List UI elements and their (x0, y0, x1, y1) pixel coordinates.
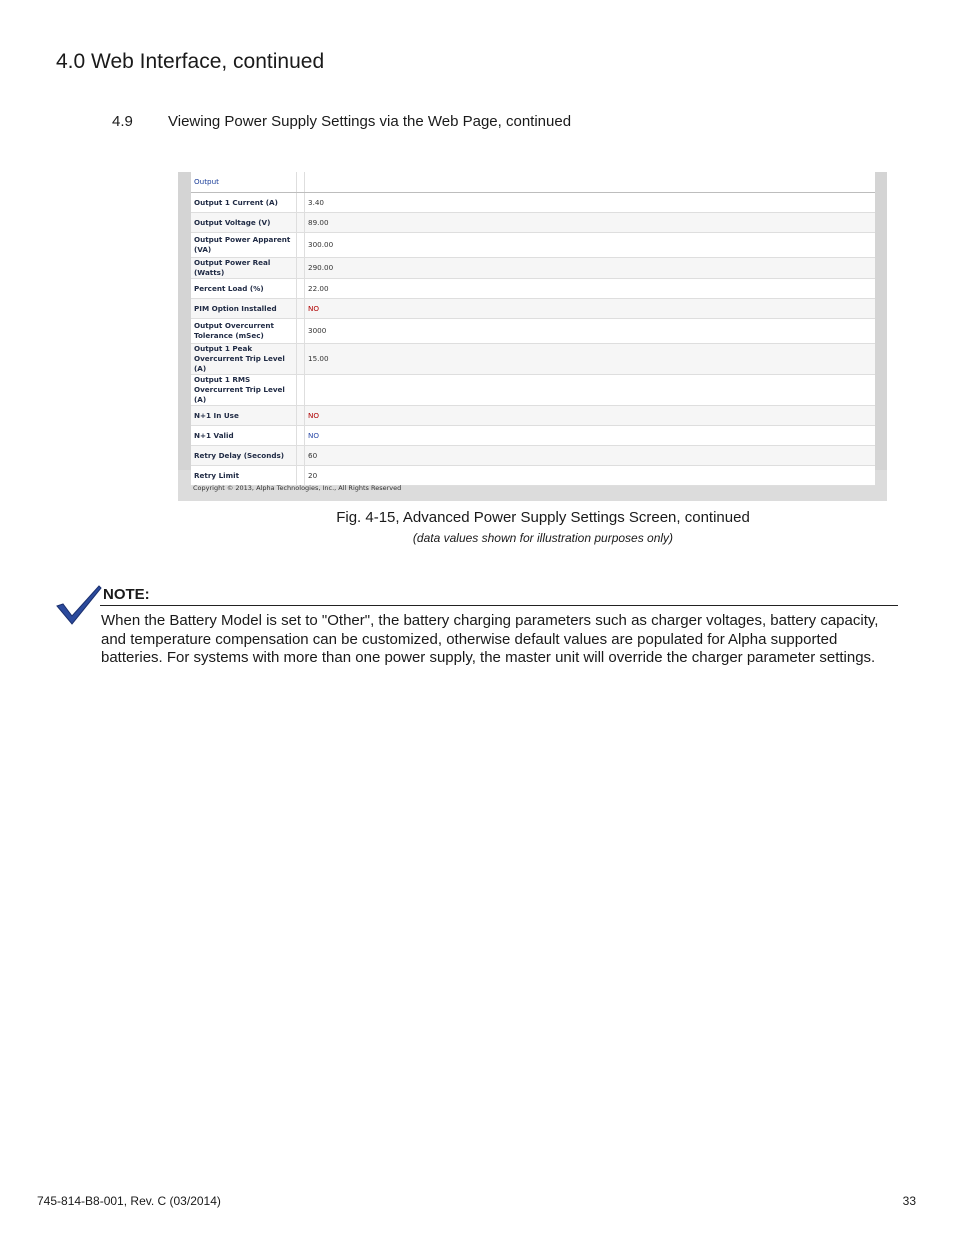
row-value: 22.00 (305, 279, 876, 299)
row-label: Output Voltage (V) (191, 213, 297, 233)
section-number: 4.9 (112, 113, 133, 130)
figure-caption: Fig. 4-15, Advanced Power Supply Settings Screen, continued (336, 509, 750, 526)
settings-table (191, 172, 875, 486)
copyright-text: Copyright © 2013, Alpha Technologies, Inc., All Rights Reserved (193, 484, 402, 492)
row-label: Output 1 Current (A) (191, 193, 297, 213)
table-row (191, 233, 875, 258)
row-label: Output Overcurrent Tolerance (mSec) (191, 319, 297, 344)
row-label: Percent Load (%) (191, 279, 297, 299)
section-title: Viewing Power Supply Settings via the Web Page, continued (168, 113, 572, 130)
table-row (191, 193, 875, 213)
footer-doc-id: 745-814-B8-001, Rev. C (03/2014) (37, 1194, 221, 1208)
row-label: PIM Option Installed (191, 299, 297, 319)
table-header-row (191, 172, 875, 193)
note-divider (100, 605, 898, 606)
row-value: 15.00 (305, 344, 876, 375)
row-label: Retry Limit (191, 466, 297, 486)
row-value: 20 (305, 466, 876, 486)
table-row (191, 319, 875, 344)
table-row (191, 375, 875, 406)
checkmark-icon (55, 584, 103, 626)
row-label: Output Power Apparent (VA) (191, 233, 297, 258)
table-row (191, 258, 875, 279)
row-value: 3000 (305, 319, 876, 344)
page-heading: 4.0 Web Interface, continued (56, 50, 325, 73)
note-text: When the Battery Model is set to "Other", the battery charging parameters such as charger voltages, battery capacity, and temperature compensation can be customized, otherwise default values are populated for Alpha supported batteries. For systems with more than one power supply, the master unit will override the charger parameter settings. (101, 612, 879, 667)
table-row (191, 213, 875, 233)
row-value (305, 375, 876, 406)
row-label: Retry Delay (Seconds) (191, 446, 297, 466)
settings-screenshot (178, 172, 887, 501)
row-label: N+1 Valid (191, 426, 297, 446)
table-row (191, 299, 875, 319)
section-heading (112, 113, 571, 130)
row-label: Output 1 RMS Overcurrent Trip Level (A) (191, 375, 297, 406)
row-value: 300.00 (305, 233, 876, 258)
row-label: Output 1 Peak Overcurrent Trip Level (A) (191, 344, 297, 375)
screenshot-left-border (178, 172, 191, 470)
row-value: 60 (305, 446, 876, 466)
figure-subcaption: (data values shown for illustration purposes only) (412, 531, 674, 545)
table-row (191, 344, 875, 375)
row-value: 3.40 (305, 193, 876, 213)
row-value: 89.00 (305, 213, 876, 233)
note-title: NOTE: (103, 586, 150, 603)
row-value: NO (305, 426, 876, 446)
screenshot-scrollbar (875, 172, 887, 470)
row-value: NO (305, 299, 876, 319)
row-label: N+1 In Use (191, 406, 297, 426)
footer-page-number: 33 (902, 1194, 916, 1208)
row-value: 290.00 (305, 258, 876, 279)
output-section-label: Output (191, 172, 297, 193)
row-value: NO (305, 406, 876, 426)
table-row (191, 426, 875, 446)
row-label: Output Power Real (Watts) (191, 258, 297, 279)
table-row (191, 406, 875, 426)
table-row (191, 446, 875, 466)
table-row (191, 279, 875, 299)
table-row (191, 466, 875, 486)
